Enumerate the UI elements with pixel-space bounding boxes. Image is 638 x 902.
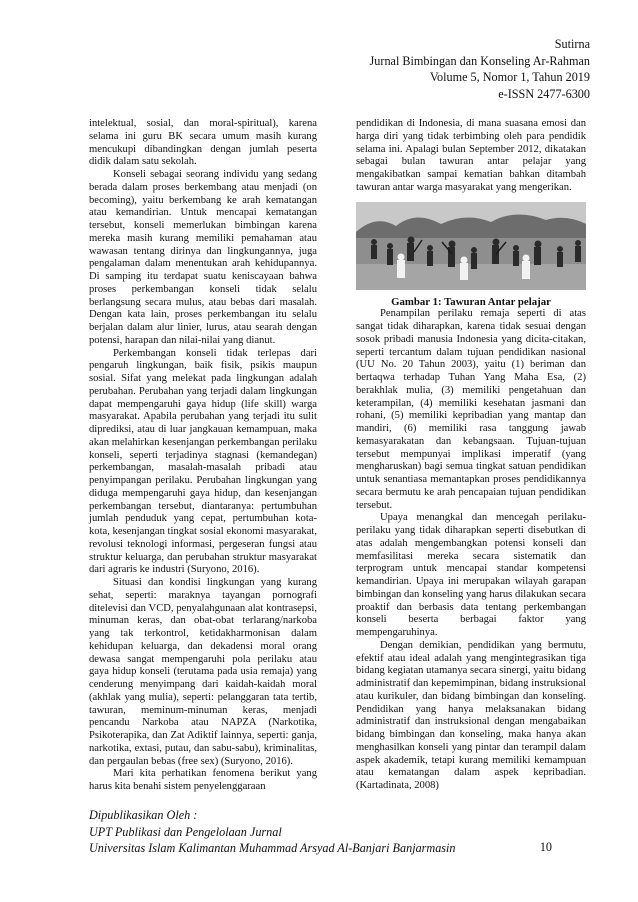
right-column — [356, 118, 586, 793]
body-paragraph: Dengan demikian, pendidikan yang bermutu, efektif atau ideal adalah yang mengintegrasikan tiga bidang kegiatan utamanya secara sinergi, yaitu bidang administratif dan kepemimpinan, bidang instruksional atau kurikuler, dan bidang bimbingan dan konseling. Pendidikan yang hanya melaksanakan bidang administratif dan instruksional dengan mengabaikan bidang bimbingan dan konseling, maka hanya akan menghasilkan konseli yang pintar dan terampil dalam aspek akademik, tetapi kurang memiliki kemampuan atau kematangan dalam aspek kepribadian. (Kartadinata, 2008) — [356, 639, 586, 791]
running-header — [370, 36, 590, 102]
header-journal: Jurnal Bimbingan dan Konseling Ar-Rahman — [369, 53, 590, 68]
left-column — [89, 118, 317, 794]
body-paragraph: Mari kita perhatikan fenomena berikut yang harus kita benahi sistem penyelenggaraan — [89, 768, 317, 792]
header-author: Sutirna — [554, 37, 590, 51]
body-paragraph: Upaya menangkal dan mencegah perilaku-perilaku yang tidak diharapkan seperti disebutkan di atas adalah mengembangkan potensi konseli dan memfasilitasi mereka secara sistematik dan terprogram untuk mencapai standar kompetensi kemandirian. Upaya ini merupakan wilayah garapan bimbingan dan konseling yang harus dilakukan secara proaktif dan berbasis data tentang perkembangan konseli beserta berbagai faktor yang mempengaruhinya. — [356, 512, 586, 638]
footer-line: Universitas Islam Kalimantan Muhammad Arsyad Al-Banjari Banjarmasin — [89, 841, 456, 855]
header-issn: e-ISSN 2477-6300 — [498, 86, 590, 101]
figure-caption: Gambar 1: Tawuran Antar pelajar — [391, 295, 551, 308]
brawl-photo — [356, 202, 586, 290]
footer-line: UPT Publikasi dan Pengelolaan Jurnal — [89, 824, 282, 839]
body-paragraph: Konseli sebagai seorang individu yang sedang berada dalam proses berkembang atau menjadi (on becoming), yaitu berkembang ke arah kematangan atau kemandirian. Untuk mencapai kematangan tersebut, konseli memerlukan bimbingan karena mereka masih kurang memiliki pemahaman atau wawasan tentang dirinya dan lingkungannya, juga pengalaman dalam menentukan arah kehidupannya. Di samping itu terdapat suatu keniscayaan bahwa proses perkembangan konseli tidak selalu berlangsung secara mulus, atau bebas dari masalah. Dengan kata lain, proses perkembangan itu selalu berjalan dalam alur linier, lurus, atau searah dengan potensi, harapan dan nilai-nilai yang dianut. — [89, 169, 317, 346]
footer-line: Dipublikasikan Oleh : — [89, 808, 198, 822]
publisher-footer — [89, 807, 549, 857]
body-paragraph: Perkembangan konseli tidak terlepas dari pengaruh lingkungan, baik fisik, psikis maupun sosial. Sifat yang melekat pada lingkungan adalah perubahan. Perubahan yang terjadi dalam lingkungan dapat mempengaruhi gaya hidup (life skill) warga masyarakat. Apabila perubahan yang terjadi itu sulit diprediksi, atau di luar jangkauan kemampuan, maka akan melahirkan kesenjangan perkembangan perilaku konseli, seperti terjadinya stagnasi (kemandegan) perkembangan, masalah-masalah pribadi atau penyimpangan perilaku. Perubahan lingkungan yang diduga mempengaruhi gaya hidup, dan kesenjangan perkembangan tersebut, diantaranya: pertumbuhan jumlah penduduk yang cepat, pertumbuhan kota-kota, kesenjangan tingkat sosial ekonomi masyarakat, revolusi teknologi informasi, pergeseran fungsi atau struktur keluarga, dan perubahan struktur masyarakat dari agraris ke industri (Suryono, 2016). — [89, 347, 317, 576]
header-volume: Volume 5, Nomor 1, Tahun 2019 — [429, 70, 590, 84]
body-paragraph: pendidikan di Indonesia, di mana suasana emosi dan harga diri yang tidak terbimbing oleh para pendidik selama ini. Apalagi bulan September 2012, dikatakan sebagai bulan tawuran antar pelajar yang mengakibatkan sampai kematian bahkan ditambah tawuran antar warga masyarakat yang mengerikan. — [356, 118, 586, 193]
body-paragraph: Situasi dan kondisi lingkungan yang kurang sehat, seperti: maraknya tayangan pornografi ditelevisi dan VCD, penyalahgunaan alat kontrasepsi, minuman keras, dan obat-obat terlarang/narkoba yang tak terkontrol, ketidakharmonisan dalam kehidupan keluarga, dan dekadensi moral orang dewasa sangat mempengaruhi pola perilaku atau gaya hidup konseli (terutama pada usia remaja) yang cenderung menyimpang dari kaidah-kaidah moral (akhlak yang mulia), seperti: pelanggaran tata tertib, tawuran, meminum-minuman keras, menjadi pencandu Narkoba atau NAPZA (Narkotika, Psikoterapika, dan Zat Adiktif lainnya, seperti: ganja, narkotika, extasi, putau, dan sabu-sabu), kriminalitas, dan pergaulan bebas (free sex) (Suryono, 2016). — [89, 577, 317, 767]
body-paragraph: intelektual, sosial, dan moral-spiritual), karena selama ini guru BK secara umum masih kurang mencukupi dibandingkan dengan jumlah peserta didik dalam satu sekolah. — [89, 118, 317, 168]
page-number: 10 — [539, 840, 552, 854]
body-paragraph: Penampilan perilaku remaja seperti di atas sangat tidak diharapkan, karena tidak sesuai dengan sosok pribadi manusia Indonesia yang dicita-citakan, seperti tercantum dalam tujuan pendidikan nasional (UU No. 20 Tahun 2003), yaitu (1) beriman dan bertaqwa terhadap Tuhan Yang Maha Esa, (2) berakhlak mulia, (3) memiliki pengetahuan dan keterampilan, (4) memiliki kesehatan jasmani dan rohani, (5) memiliki kepribadian yang mantap dan mandiri, (6) memiliki rasa tanggung jawab kemasyarakatan dan kebangsaan. Tujuan-tujuan tersebut mempunyai implikasi imperatif (yang mengharuskan) bagi semua tingkat satuan pendidikan untuk senantiasa memantapkan proses pendidikannya secara bermutu ke arah pencapaian tujuan pendidikan tersebut. — [356, 308, 586, 511]
